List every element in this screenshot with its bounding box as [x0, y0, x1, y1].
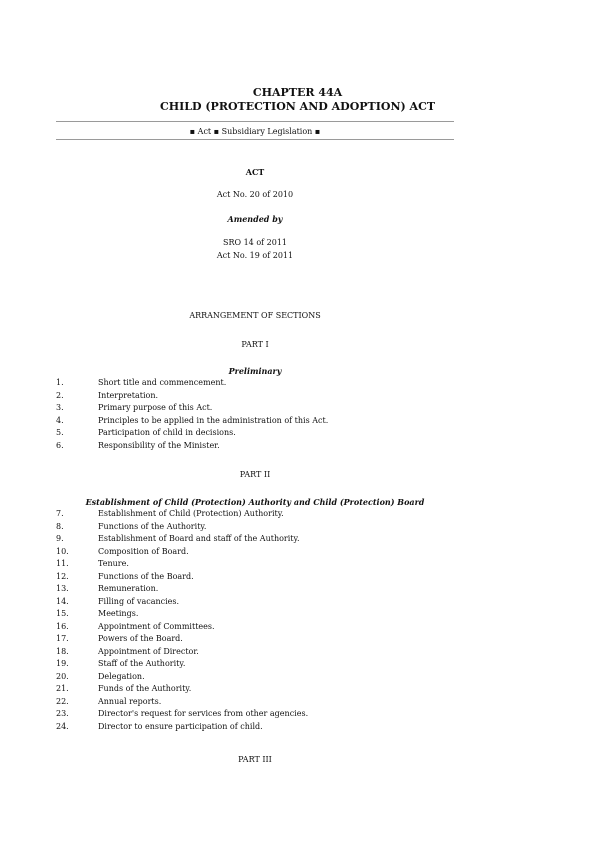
section-list	[56, 508, 456, 733]
nav-link-subsidiary-legislation[interactable]: Subsidiary Legislation	[221, 127, 313, 136]
section-title: Tenure.	[98, 559, 129, 568]
section-number: 23.	[56, 709, 69, 718]
section-number: 15.	[56, 609, 69, 618]
section-title: Director to ensure participation of child.	[98, 721, 263, 731]
nav-link-act[interactable]: Act	[197, 127, 212, 136]
section-entry[interactable]	[56, 546, 456, 559]
section-number: 4.	[56, 415, 64, 425]
section-title: Director's request for services from other agencies.	[98, 709, 309, 718]
section-entry[interactable]	[56, 671, 456, 684]
section-title: Funds of the Authority.	[98, 684, 192, 693]
part-label: PART I	[241, 340, 269, 349]
section-entry[interactable]	[56, 646, 456, 659]
part-label: PART III	[238, 755, 272, 764]
section-entry[interactable]	[56, 415, 456, 428]
section-number: 16.	[56, 621, 69, 631]
section-number: 18.	[56, 646, 69, 656]
amendment-item: Act No. 19 of 2011	[216, 251, 294, 260]
section-number: 5.	[56, 428, 64, 437]
section-title: Remuneration.	[98, 584, 159, 593]
nav-bullet: ▪	[314, 127, 321, 136]
section-number: 6.	[56, 440, 64, 450]
section-title: Establishment of Board and staff of the Authority.	[98, 534, 300, 543]
act-heading: ACT	[245, 167, 265, 177]
section-number: 22.	[56, 696, 69, 706]
section-title: Interpretation.	[98, 390, 159, 400]
nav-top-rule	[56, 121, 454, 122]
section-entry[interactable]	[56, 558, 456, 571]
section-number: 2.	[56, 390, 64, 400]
section-entry[interactable]	[56, 571, 456, 584]
section-title: Functions of the Authority.	[98, 521, 207, 531]
section-title: Delegation.	[98, 671, 145, 681]
section-title: Appointment of Committees.	[98, 621, 215, 631]
section-number: 12.	[56, 571, 69, 581]
section-number: 21.	[56, 684, 69, 693]
amended-by-label: Amended by	[227, 214, 283, 224]
chapter-number: CHAPTER 44A	[252, 86, 343, 99]
part-title: Establishment of Child (Protection) Authority and Child (Protection) Board	[85, 497, 425, 507]
section-number: 20.	[56, 671, 69, 681]
section-title: Staff of the Authority.	[98, 659, 186, 668]
part-title: Preliminary	[228, 366, 282, 376]
act-title: CHILD (PROTECTION AND ADOPTION) ACT	[159, 100, 436, 113]
section-title: Functions of the Board.	[98, 571, 194, 581]
section-entry[interactable]	[56, 521, 456, 534]
section-entry[interactable]	[56, 533, 456, 546]
part-label: PART II	[239, 470, 271, 479]
arrangement-heading: ARRANGEMENT OF SECTIONS	[189, 311, 321, 320]
section-entry[interactable]	[56, 508, 456, 521]
nav-bottom-rule	[56, 139, 454, 140]
section-number: 13.	[56, 584, 69, 593]
section-number: 10.	[56, 546, 69, 556]
section-entry[interactable]	[56, 708, 456, 721]
section-entry[interactable]	[56, 427, 456, 440]
section-title: Participation of child in decisions.	[98, 428, 236, 437]
section-number: 19.	[56, 659, 69, 668]
section-entry[interactable]	[56, 658, 456, 671]
section-number: 1.	[56, 378, 64, 387]
section-number: 14.	[56, 596, 69, 606]
section-entry[interactable]	[56, 633, 456, 646]
nav-bullet: ▪	[213, 127, 220, 136]
section-title: Short title and commencement.	[98, 378, 227, 387]
section-entry[interactable]	[56, 683, 456, 696]
section-title: Filling of vacancies.	[98, 596, 180, 606]
section-number: 8.	[56, 521, 64, 531]
section-entry[interactable]	[56, 402, 456, 415]
section-number: 3.	[56, 403, 64, 412]
section-title: Appointment of Director.	[98, 646, 199, 656]
section-entry[interactable]	[56, 621, 456, 634]
nav-bullet: ▪	[189, 127, 196, 136]
section-entry[interactable]	[56, 440, 456, 453]
section-entry[interactable]	[56, 390, 456, 403]
act-number: Act No. 20 of 2010	[216, 190, 294, 199]
section-title: Composition of Board.	[98, 546, 189, 556]
section-number: 17.	[56, 634, 69, 643]
section-title: Powers of the Board.	[98, 634, 183, 643]
section-title: Primary purpose of this Act.	[98, 403, 213, 412]
section-title: Establishment of Child (Protection) Authority.	[98, 509, 284, 518]
section-entry[interactable]	[56, 377, 456, 390]
section-entry[interactable]	[56, 696, 456, 709]
section-entry[interactable]	[56, 608, 456, 621]
section-number: 9.	[56, 534, 64, 543]
section-title: Principles to be applied in the administration of this Act.	[98, 415, 329, 425]
section-entry[interactable]	[56, 721, 456, 734]
section-entry[interactable]	[56, 583, 456, 596]
section-title: Responsibility of the Minister.	[98, 440, 220, 450]
section-title: Meetings.	[98, 609, 139, 618]
section-entry[interactable]	[56, 596, 456, 609]
section-title: Annual reports.	[98, 696, 162, 706]
section-number: 11.	[56, 559, 69, 568]
amendment-item: SRO 14 of 2011	[222, 238, 287, 247]
section-nav	[56, 127, 454, 137]
section-number: 24.	[56, 721, 69, 731]
section-number: 7.	[56, 509, 64, 518]
section-list	[56, 377, 456, 452]
